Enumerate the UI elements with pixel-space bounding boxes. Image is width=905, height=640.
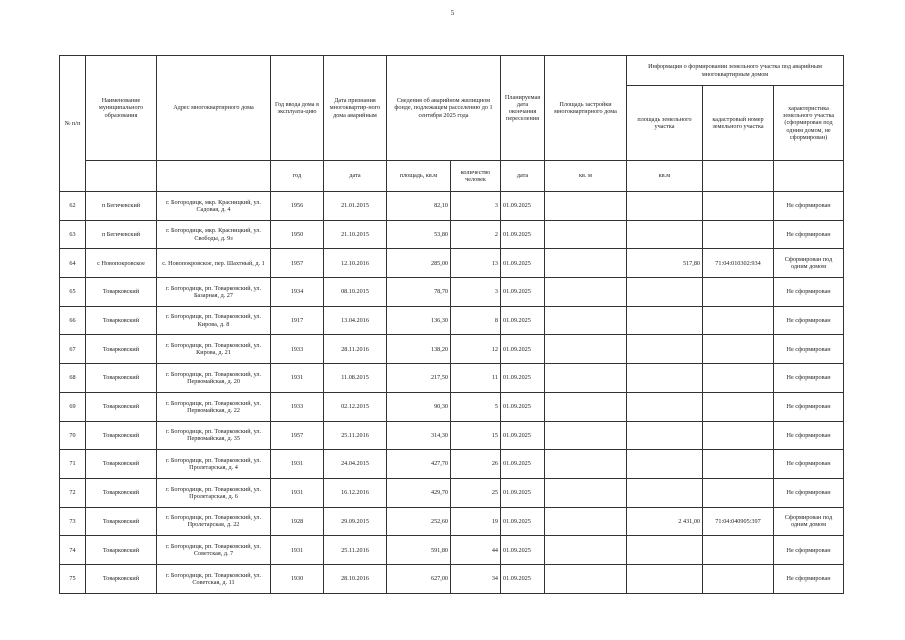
land-area-cell: 517,80 [627,249,703,278]
municipality-cell: Товарковский [86,507,157,536]
land-area-cell [627,335,703,364]
year-cell: 1930 [271,564,324,593]
people-cell: 8 [451,306,501,335]
people-cell: 12 [451,335,501,364]
cadastral-cell [703,192,774,221]
cadastral-cell: 71:04:010302:934 [703,249,774,278]
area-cell: 285,00 [387,249,451,278]
cadastral-cell [703,364,774,393]
cadastral-cell [703,392,774,421]
land-characteristic-cell: Не сформирован [774,220,844,249]
people-cell: 26 [451,450,501,479]
municipality-cell: Товарковский [86,450,157,479]
recognition-date-cell: 13.04.2016 [324,306,387,335]
address-cell: г. Богородицк, мкр. Красницкий, ул. Садовая, д. 4 [157,192,271,221]
address-cell: г. Богородицк, рп. Товарковский, ул. Советская, д. 7 [157,536,271,565]
building-area-cell [545,335,627,364]
people-cell: 19 [451,507,501,536]
people-cell: 3 [451,192,501,221]
land-characteristic-cell: Не сформирован [774,564,844,593]
planned-date-cell: 01.09.2025 [501,335,545,364]
unit-blank [774,161,844,192]
table-row [60,220,844,249]
row-number: 63 [60,220,86,249]
row-number: 69 [60,392,86,421]
land-characteristic-cell: Не сформирован [774,421,844,450]
row-number: 74 [60,536,86,565]
land-area-cell [627,536,703,565]
land-characteristic-cell: Не сформирован [774,392,844,421]
cadastral-cell [703,220,774,249]
land-area-cell [627,192,703,221]
municipality-cell: п Бегичевский [86,220,157,249]
recognition-date-cell: 25.11.2016 [324,536,387,565]
building-area-cell [545,192,627,221]
emergency-housing-table [59,55,844,594]
planned-date-cell: 01.09.2025 [501,421,545,450]
row-number: 70 [60,421,86,450]
planned-date-cell: 01.09.2025 [501,536,545,565]
address-cell: г. Богородицк, рп. Товарковский, ул. Пролетарская, д. 22 [157,507,271,536]
row-number: 65 [60,278,86,307]
address-cell: г. Богородицк, рп. Товарковский, ул. Пролетарская, д. 4 [157,450,271,479]
municipality-cell: с Новопокровское [86,249,157,278]
year-cell: 1931 [271,450,324,479]
people-cell: 25 [451,478,501,507]
table-row [60,392,844,421]
table-row [60,421,844,450]
land-characteristic-cell: Не сформирован [774,364,844,393]
planned-date-cell: 01.09.2025 [501,249,545,278]
cadastral-cell [703,478,774,507]
year-cell: 1917 [271,306,324,335]
address-cell: г. Богородицк, рп. Товарковский, ул. Базарная, д. 27 [157,278,271,307]
year-cell: 1957 [271,421,324,450]
land-area-cell [627,306,703,335]
municipality-cell: Товарковский [86,364,157,393]
address-cell: г. Богородицк, рп. Товарковский, ул. Первомайская, д. 35 [157,421,271,450]
row-number: 67 [60,335,86,364]
area-cell: 53,80 [387,220,451,249]
unit-land-area: кв.м [627,161,703,192]
people-cell: 44 [451,536,501,565]
table-row [60,249,844,278]
recognition-date-cell: 24.04.2015 [324,450,387,479]
recognition-date-cell: 16.12.2016 [324,478,387,507]
land-area-cell [627,364,703,393]
table-row [60,278,844,307]
year-cell: 1956 [271,192,324,221]
address-cell: г. Богородицк, рп. Товарковский, ул. Пролетарская, д. 6 [157,478,271,507]
unit-area: площадь, кв.м [387,161,451,192]
area-cell: 427,70 [387,450,451,479]
people-cell: 2 [451,220,501,249]
area-cell: 627,00 [387,564,451,593]
header-planned-date: Планируемая дата окончания переселения [501,56,545,161]
land-area-cell [627,220,703,249]
unit-people: количество человек [451,161,501,192]
header-land-area: площадь земельного участка [627,86,703,161]
municipality-cell: Товарковский [86,536,157,565]
planned-date-cell: 01.09.2025 [501,220,545,249]
building-area-cell [545,564,627,593]
land-characteristic-cell: Не сформирован [774,450,844,479]
recognition-date-cell: 28.11.2016 [324,335,387,364]
table-row [60,564,844,593]
people-cell: 3 [451,278,501,307]
cadastral-cell [703,564,774,593]
header-building-area: Площадь застройки многоквартирного дома [545,56,627,161]
land-characteristic-cell: Не сформирован [774,192,844,221]
land-characteristic-cell: Не сформирован [774,335,844,364]
row-number: 73 [60,507,86,536]
land-area-cell [627,278,703,307]
land-area-cell [627,421,703,450]
row-number: 71 [60,450,86,479]
header-cadastral: кадастровый номер земельного участка [703,86,774,161]
row-number: 64 [60,249,86,278]
land-area-cell [627,392,703,421]
cadastral-cell [703,306,774,335]
table-row [60,192,844,221]
unit-blank [157,161,271,192]
planned-date-cell: 01.09.2025 [501,392,545,421]
recognition-date-cell: 25.11.2016 [324,421,387,450]
area-cell: 591,80 [387,536,451,565]
address-cell: г. Богородицк, мкр. Красницкий, ул. Свободы, д. 9з [157,220,271,249]
land-characteristic-cell: Не сформирован [774,478,844,507]
municipality-cell: Товарковский [86,564,157,593]
address-cell: г. Богородицк, рп. Товарковский, ул. Первомайская, д. 22 [157,392,271,421]
year-cell: 1950 [271,220,324,249]
building-area-cell [545,278,627,307]
planned-date-cell: 01.09.2025 [501,507,545,536]
area-cell: 429,70 [387,478,451,507]
year-cell: 1934 [271,278,324,307]
cadastral-cell [703,536,774,565]
year-cell: 1933 [271,335,324,364]
address-cell: г. Богородицк, рп. Товарковский, ул. Кирова, д. 8 [157,306,271,335]
address-cell: г. Богородицк, рп. Товарковский, ул. Кирова, д. 21 [157,335,271,364]
unit-blank [86,161,157,192]
table-row [60,478,844,507]
planned-date-cell: 01.09.2025 [501,450,545,479]
land-characteristic-cell: Сформирован под одним домом [774,249,844,278]
header-recognition-date: Дата признания многоквартир-ного дома аварийным [324,56,387,161]
land-characteristic-cell: Не сформирован [774,536,844,565]
recognition-date-cell: 29.09.2015 [324,507,387,536]
header-address: Адрес многоквартирного дома [157,56,271,161]
header-land-characteristic: характеристика земельного участка (сформирован под одним домом, не сформирован) [774,86,844,161]
area-cell: 217,50 [387,364,451,393]
row-number: 75 [60,564,86,593]
recognition-date-cell: 11.08.2015 [324,364,387,393]
planned-date-cell: 01.09.2025 [501,192,545,221]
unit-blank [703,161,774,192]
year-cell: 1957 [271,249,324,278]
people-cell: 11 [451,364,501,393]
municipality-cell: Товарковский [86,392,157,421]
cadastral-cell: 71:04:040905:397 [703,507,774,536]
header-municipality: Наименование муниципального образования [86,56,157,161]
header-year: Год ввода дома в эксплуата-цию [271,56,324,161]
planned-date-cell: 01.09.2025 [501,364,545,393]
people-cell: 13 [451,249,501,278]
year-cell: 1931 [271,536,324,565]
building-area-cell [545,306,627,335]
municipality-cell: Товарковский [86,421,157,450]
row-number: 62 [60,192,86,221]
land-characteristic-cell: Сформирован под одним домом [774,507,844,536]
land-characteristic-cell: Не сформирован [774,306,844,335]
table-row [60,536,844,565]
building-area-cell [545,507,627,536]
unit-build-area: кв. м [545,161,627,192]
land-characteristic-cell: Не сформирован [774,278,844,307]
building-area-cell [545,249,627,278]
area-cell: 138,20 [387,335,451,364]
table-row [60,335,844,364]
land-area-cell: 2 431,00 [627,507,703,536]
table-row [60,450,844,479]
people-cell: 5 [451,392,501,421]
area-cell: 136,30 [387,306,451,335]
table-row [60,306,844,335]
recognition-date-cell: 12.10.2016 [324,249,387,278]
table-row [60,507,844,536]
recognition-date-cell: 28.10.2016 [324,564,387,593]
header-num: № п/п [60,56,86,192]
cadastral-cell [703,450,774,479]
municipality-cell: п Бегичевский [86,192,157,221]
land-area-cell [627,450,703,479]
year-cell: 1933 [271,392,324,421]
building-area-cell [545,220,627,249]
land-area-cell [627,564,703,593]
people-cell: 15 [451,421,501,450]
area-cell: 78,70 [387,278,451,307]
municipality-cell: Товарковский [86,335,157,364]
address-cell: г. Богородицк, рп. Товарковский, ул. Советская, д. 11 [157,564,271,593]
building-area-cell [545,478,627,507]
unit-year: год [271,161,324,192]
building-area-cell [545,364,627,393]
building-area-cell [545,536,627,565]
building-area-cell [545,392,627,421]
people-cell: 34 [451,564,501,593]
year-cell: 1931 [271,478,324,507]
planned-date-cell: 01.09.2025 [501,478,545,507]
year-cell: 1931 [271,364,324,393]
recognition-date-cell: 21.10.2015 [324,220,387,249]
municipality-cell: Товарковский [86,478,157,507]
planned-date-cell: 01.09.2025 [501,306,545,335]
row-number: 72 [60,478,86,507]
header-land-info: Информация о формировании земельного участка под аварийным многоквартирным домом [627,56,844,86]
table-row [60,364,844,393]
cadastral-cell [703,278,774,307]
recognition-date-cell: 21.01.2015 [324,192,387,221]
row-number: 66 [60,306,86,335]
row-number: 68 [60,364,86,393]
address-cell: г. Богородицк, рп. Товарковский, ул. Первомайская, д. 20 [157,364,271,393]
building-area-cell [545,450,627,479]
recognition-date-cell: 08.10.2015 [324,278,387,307]
municipality-cell: Товарковский [86,278,157,307]
unit-planned: дата [501,161,545,192]
page-number: 5 [450,9,455,17]
planned-date-cell: 01.09.2025 [501,564,545,593]
area-cell: 252,60 [387,507,451,536]
area-cell: 314,30 [387,421,451,450]
year-cell: 1928 [271,507,324,536]
unit-date: дата [324,161,387,192]
planned-date-cell: 01.09.2025 [501,278,545,307]
address-cell: с. Новопокровское, пер. Шахтный, д. 1 [157,249,271,278]
cadastral-cell [703,335,774,364]
area-cell: 82,10 [387,192,451,221]
recognition-date-cell: 02.12.2015 [324,392,387,421]
header-emergency-info: Сведения об аварийном жилищном фонде, подлежащем расселению до 1 сентября 2025 года [387,56,501,161]
municipality-cell: Товарковский [86,306,157,335]
area-cell: 90,30 [387,392,451,421]
building-area-cell [545,421,627,450]
cadastral-cell [703,421,774,450]
land-area-cell [627,478,703,507]
